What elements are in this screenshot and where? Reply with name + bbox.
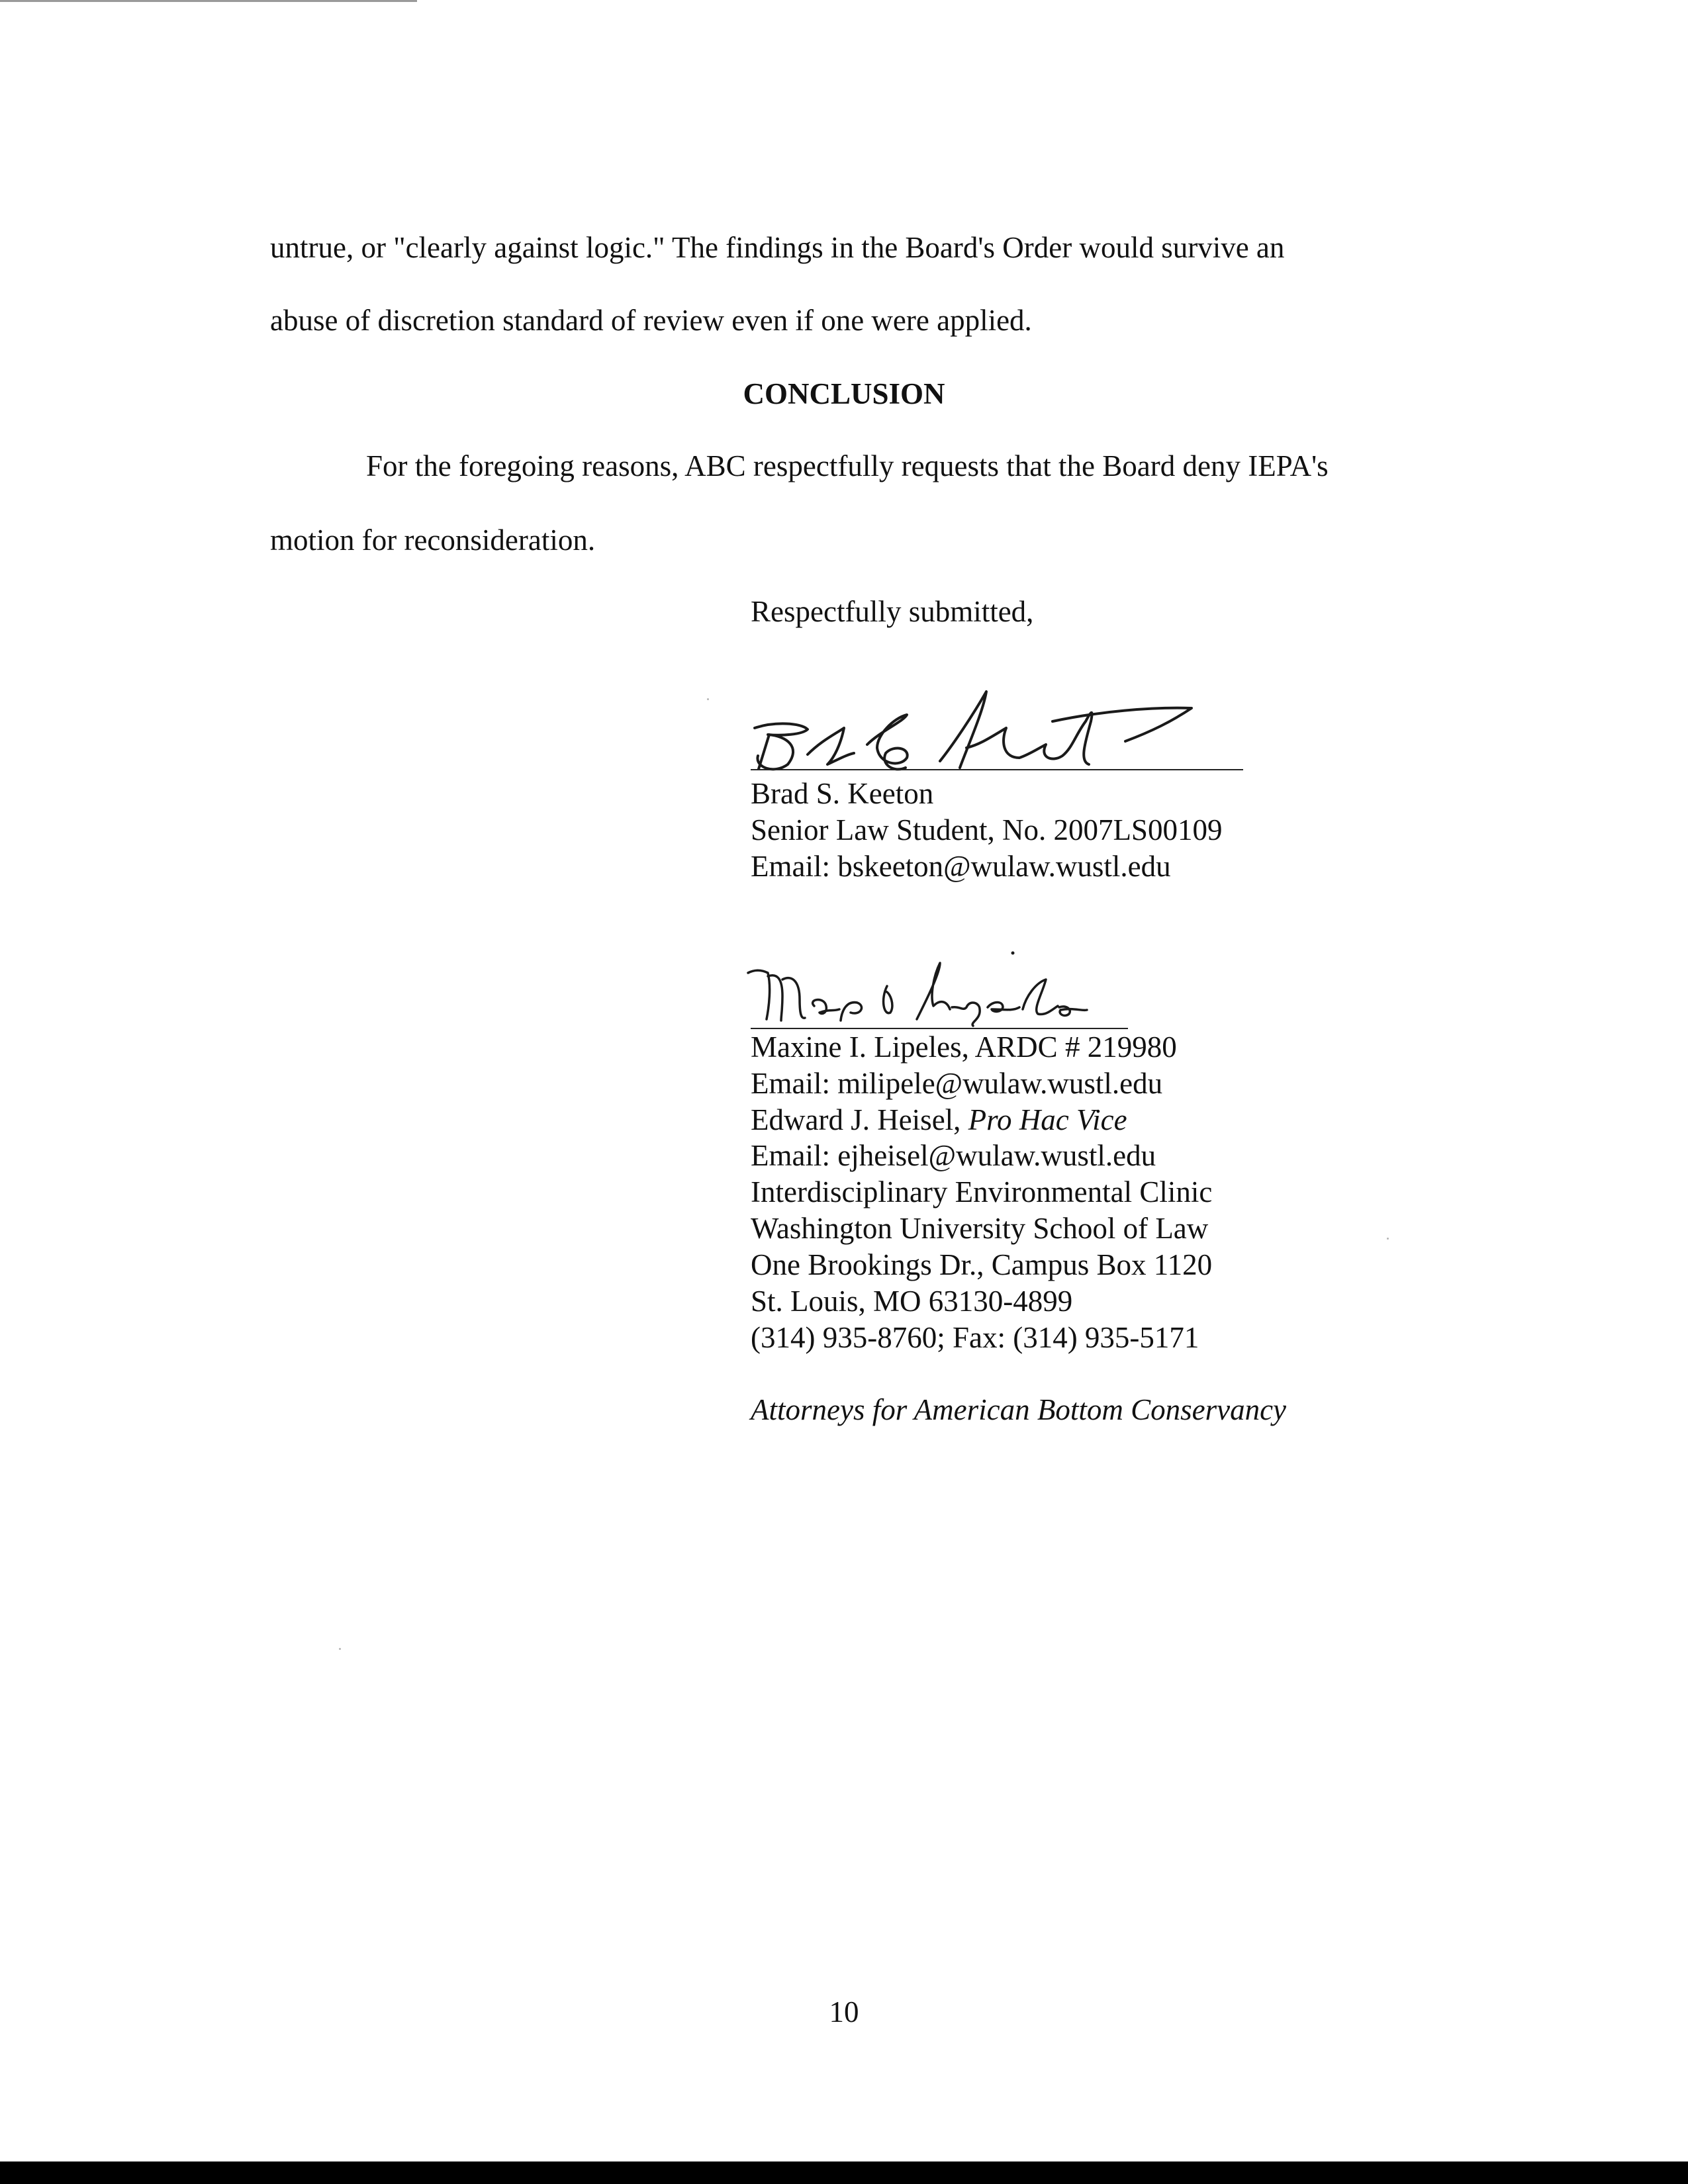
signature-lipeles xyxy=(741,946,1125,1032)
scan-edge-band xyxy=(0,2161,1688,2184)
city-state-zip: St. Louis, MO 63130-4899 xyxy=(751,1285,1073,1318)
paragraph-line: motion for reconsideration. xyxy=(270,523,596,557)
street-address: One Brookings Dr., Campus Box 1120 xyxy=(751,1248,1213,1281)
attorney-name: Maxine I. Lipeles, ARDC # 219980 xyxy=(751,1030,1177,1064)
paragraph-line: For the foregoing reasons, ABC respectfully requests that the Board deny IEPA's xyxy=(366,449,1329,482)
cocounsel-email: Email: ejheisel@wulaw.wustl.edu xyxy=(751,1139,1156,1172)
signature-line xyxy=(751,1028,1128,1029)
cocounsel-name: Edward J. Heisel, xyxy=(751,1103,968,1136)
cocounsel-status: Pro Hac Vice xyxy=(968,1103,1127,1136)
cocounsel-line xyxy=(751,1105,1127,1135)
signer-name: Brad S. Keeton xyxy=(751,777,934,810)
paragraph-line: untrue, or "clearly against logic." The findings in the Board's Order would survive an xyxy=(270,231,1285,264)
paragraph-line: abuse of discretion standard of review even if one were applied. xyxy=(270,304,1032,337)
attorney-email: Email: milipele@wulaw.wustl.edu xyxy=(751,1067,1163,1100)
clinic-name: Interdisciplinary Environmental Clinic xyxy=(751,1175,1213,1208)
attorneys-for: Attorneys for American Bottom Conservancy xyxy=(751,1393,1287,1426)
signature-line xyxy=(751,769,1243,770)
signer-email: Email: bskeeton@wulaw.wustl.edu xyxy=(751,850,1171,883)
signature-keeton xyxy=(728,682,1231,788)
scan-edge-line xyxy=(0,0,417,2)
scan-speck xyxy=(339,1648,341,1650)
section-heading: CONCLUSION xyxy=(743,377,945,410)
scan-speck xyxy=(1387,1238,1389,1240)
school-name: Washington University School of Law xyxy=(751,1212,1209,1245)
signer-title: Senior Law Student, No. 2007LS00109 xyxy=(751,813,1223,846)
phone-fax: (314) 935-8760; Fax: (314) 935-5171 xyxy=(751,1321,1199,1354)
page-number: 10 xyxy=(829,1995,859,2028)
scan-speck xyxy=(707,698,709,700)
closing: Respectfully submitted, xyxy=(751,595,1034,628)
